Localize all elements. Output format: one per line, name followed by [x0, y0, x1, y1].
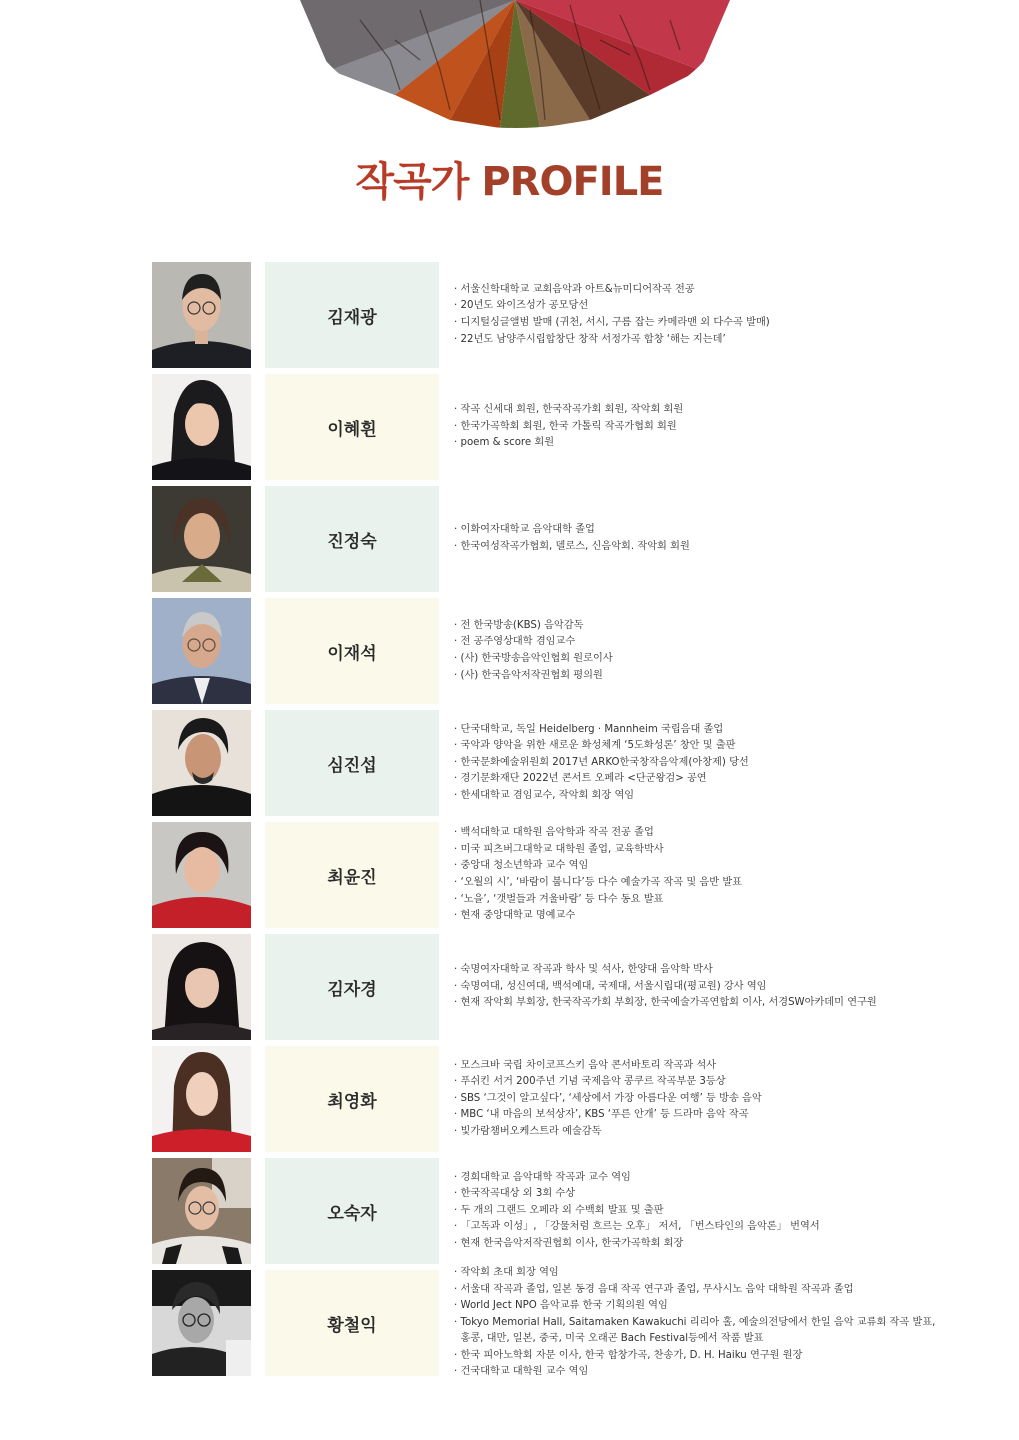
profile-details — [454, 1046, 954, 1152]
detail-line: · 경희대학교 음악대학 작곡과 교수 역임 — [454, 1171, 631, 1183]
profile-row — [152, 1046, 952, 1152]
profile-photo — [152, 486, 251, 592]
composer-name: 이재석 — [327, 643, 377, 664]
name-box — [265, 1046, 439, 1152]
profile-row — [152, 934, 952, 1040]
detail-line: · 한국작곡대상 외 3회 수상 — [454, 1188, 576, 1200]
detail-line: · 단국대학교, 독일 Heidelberg · Mannheim 국립음대 졸업 — [454, 723, 724, 735]
profile-row — [152, 262, 952, 368]
profile-details — [454, 822, 954, 928]
profile-row — [152, 374, 952, 480]
detail-line: · 한세대학교 겸임교수, 작악회 회장 역임 — [454, 789, 635, 801]
name-box — [265, 710, 439, 816]
hero-artwork — [300, 0, 730, 130]
composer-name: 최윤진 — [327, 867, 377, 888]
profile-details — [454, 262, 954, 368]
name-box — [265, 1158, 439, 1264]
detail-line: · 서울대 작곡과 졸업, 일본 동경 음대 작곡 연구과 졸업, 무사시노 음악 대학원 작곡과 졸업 — [454, 1283, 854, 1295]
detail-line: · 「고독과 이성」, 「강물처럼 흐르는 오후」 저서, 「번스타인의 음악론」 번역서 — [454, 1221, 820, 1233]
detail-line: · (사) 한국음악저작권협회 평의원 — [454, 669, 603, 681]
detail-line: · 한국 피아노학회 자문 이사, 한국 합창가곡, 찬송가, D. H. Haiku 연구원 원장 — [454, 1349, 803, 1361]
detail-line: · 숙명여대, 성신여대, 백석예대, 국제대, 서울시립대(평교원) 강사 역임 — [454, 980, 767, 992]
detail-line: · poem & score 회원 — [454, 437, 555, 449]
profile-row — [152, 1266, 952, 1378]
name-box — [265, 598, 439, 704]
detail-line: · 20년도 와이즈성가 공모당선 — [454, 300, 589, 312]
detail-line: · MBC ‘내 마음의 보석상자’, KBS ‘푸른 안개’ 등 드라마 음악 작곡 — [454, 1109, 749, 1121]
profile-photo — [152, 1046, 251, 1152]
detail-line: · 디지털싱글앨범 발매 (귀천, 서시, 구름 잡는 카메라맨 외 다수곡 발매) — [454, 317, 770, 328]
profile-photo — [152, 1158, 251, 1264]
detail-line: · 한국여성작곡가협회, 델로스, 신음악회. 작악회 회원 — [454, 541, 690, 552]
detail-line: · (사) 한국방송음악인협회 원로이사 — [454, 653, 613, 664]
detail-line: · 현재 작악회 부회장, 한국작곡가회 부회장, 한국예술가곡연합회 이사, 서경SW아카데미 연구원 — [454, 997, 877, 1009]
detail-line: · 서울신학대학교 교회음악과 아트&뉴미디어작곡 전공 — [454, 283, 695, 295]
detail-line: · 전 한국방송(KBS) 음악감독 — [454, 619, 584, 631]
detail-line: · 이화여자대학교 음악대학 졸업 — [454, 524, 595, 536]
profile-row — [152, 822, 952, 928]
detail-line: · 국악과 양악을 위한 새로운 화성체계 ‘5도화성론’ 창안 및 출판 — [454, 740, 736, 752]
profile-photo — [152, 374, 251, 480]
name-box — [265, 934, 439, 1040]
profile-details — [454, 1158, 954, 1264]
detail-line: · 건국대학교 대학원 교수 역임 — [454, 1366, 589, 1378]
detail-line: · 빛가람챔버오케스트라 예술감독 — [454, 1125, 602, 1137]
name-box — [265, 486, 439, 592]
detail-line: 홍콩, 대만, 일본, 중국, 미국 오래곤 Bach Festival등에서 작품 발표 — [454, 1333, 764, 1345]
detail-line: · ‘노을’, ‘갯벌들과 겨울바람’ 등 다수 동요 발표 — [454, 893, 664, 905]
detail-line: · 작악회 초대 회장 역임 — [454, 1266, 559, 1278]
composer-name: 진정숙 — [327, 531, 377, 552]
detail-line: · 중앙대 청소년학과 교수 역임 — [454, 860, 589, 872]
detail-line: · 백석대학교 대학원 음악학과 작곡 전공 졸업 — [454, 827, 654, 839]
name-box — [265, 1270, 439, 1376]
detail-line: · 두 개의 그랜드 오페라 외 수백회 발표 및 출판 — [454, 1204, 664, 1216]
profile-details — [454, 1266, 954, 1378]
profile-row — [152, 710, 952, 816]
detail-line: · 한국문화예술위원회 2017년 ARKO한국창작음악제(아창제) 당선 — [454, 756, 749, 768]
profile-photo — [152, 934, 251, 1040]
profile-photo — [152, 710, 251, 816]
detail-line: · 숙명여자대학교 작곡과 학사 및 석사, 한양대 음악학 박사 — [454, 964, 713, 976]
detail-line: · Tokyo Memorial Hall, Saitamaken Kawakuchi 리리아 홀, 예술의전당에서 한일 음악 교류회 작곡 발표, — [454, 1316, 936, 1328]
profile-row — [152, 1158, 952, 1264]
profile-photo — [152, 262, 251, 368]
profile-details — [454, 486, 954, 592]
composer-name: 심진섭 — [327, 755, 377, 776]
composer-name: 김재광 — [327, 307, 377, 328]
profile-photo — [152, 1270, 251, 1376]
profile-details — [454, 710, 954, 816]
profile-details — [454, 374, 954, 480]
detail-line: · 모스크바 국립 차이코프스키 음악 콘서바토리 작곡과 석사 — [454, 1059, 717, 1071]
detail-line: · World Ject NPO 음악교류 한국 기획의원 역임 — [454, 1300, 668, 1312]
detail-line: · 한국가곡학회 회원, 한국 가톨릭 작곡가협회 회원 — [454, 420, 677, 432]
composer-name: 최영화 — [327, 1091, 377, 1112]
detail-line: · 푸쉬킨 서거 200주년 기념 국제음악 콩쿠르 작곡부문 3등상 — [454, 1076, 726, 1088]
detail-line: · ‘오월의 시’, ‘바람이 붑니다’등 다수 예술가곡 작곡 및 음반 발표 — [454, 877, 742, 888]
detail-line: · 경기문화재단 2022년 콘서트 오페라 <단군왕검> 공연 — [454, 773, 707, 785]
profile-row — [152, 598, 952, 704]
detail-line: · 현재 중앙대학교 명예교수 — [454, 910, 576, 922]
profile-row — [152, 486, 952, 592]
detail-line: · 전 공주영상대학 겸임교수 — [454, 636, 576, 648]
detail-line: · SBS ‘그것이 알고싶다’, ‘세상에서 가장 아름다운 여행’ 등 방송 음악 — [454, 1092, 762, 1104]
name-box — [265, 374, 439, 480]
detail-line: · 현재 한국음악저작권협회 이사, 한국가곡학회 회장 — [454, 1237, 684, 1249]
composer-name: 이혜휜 — [327, 419, 377, 440]
detail-line: · 22년도 남양주시립합창단 창작 서정가곡 합창 ‘해는 지는데’ — [454, 333, 726, 345]
profile-photo — [152, 822, 251, 928]
profile-details — [454, 598, 954, 704]
page-title — [0, 150, 1019, 207]
page-title-english: PROFILE — [481, 159, 664, 205]
page-title-korean: 작곡가 — [355, 159, 469, 205]
name-box — [265, 262, 439, 368]
detail-line: · 미국 피츠버그대학교 대학원 졸업, 교육학박사 — [454, 843, 664, 855]
composer-name: 김자경 — [327, 979, 377, 1000]
composer-name: 황철익 — [327, 1315, 377, 1336]
name-box — [265, 822, 439, 928]
detail-line: · 작곡 신세대 회원, 한국작곡가회 회원, 작악회 회원 — [454, 404, 684, 416]
composer-name: 오숙자 — [327, 1203, 377, 1224]
profile-details — [454, 934, 954, 1040]
profile-photo — [152, 598, 251, 704]
